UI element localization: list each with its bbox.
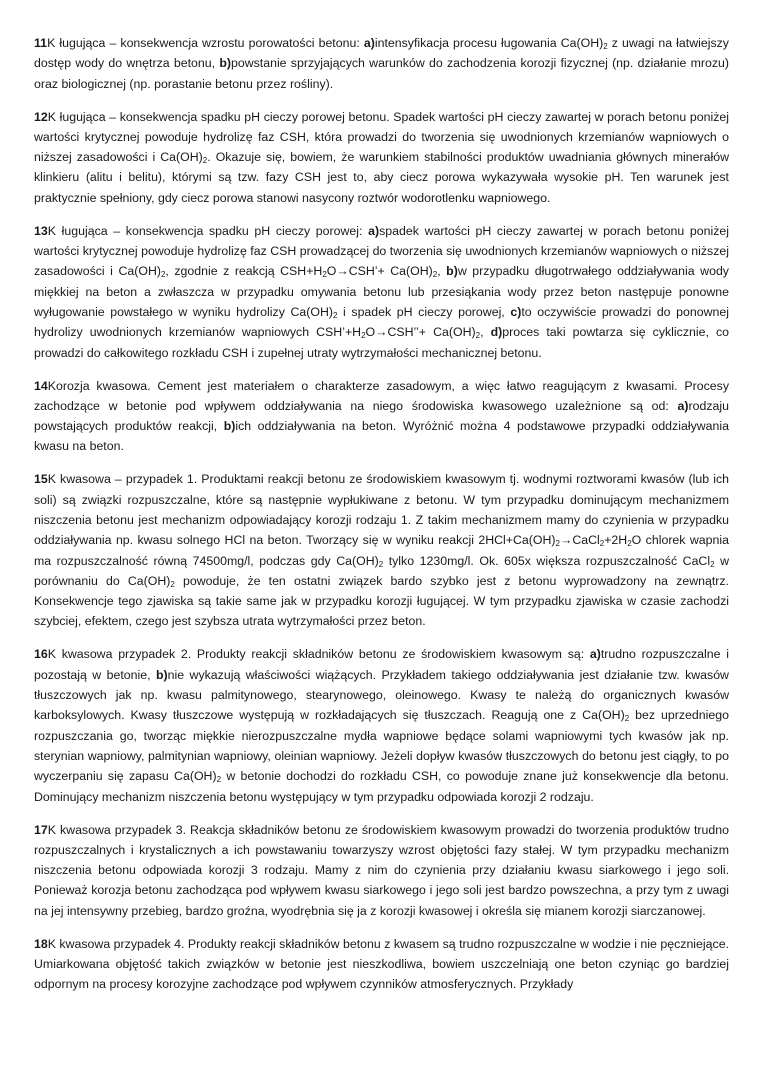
text-run: O chlorek wapnia ma rozpuszczalność równą 74500mg/l, podczas gdy Ca(OH) [34, 533, 729, 568]
subscript: 2 [202, 156, 208, 166]
subscript: 2 [555, 539, 560, 549]
text-run: proces taki powtarza się cyklicznie, co prowadzi do całkowitego rozkładu CSH i zupełnej utraty wytrzymałości mechanicznej betonu. [34, 325, 730, 360]
text-run: K ługująca – konsekwencja wzrostu porowatości betonu: [47, 36, 364, 50]
list-marker: b) [446, 264, 458, 279]
paragraph-16 [34, 644, 729, 806]
list-marker: c) [510, 304, 522, 319]
text-run: w porównaniu do Ca(OH) [34, 553, 729, 588]
text-run: powoduje, że ten ostatni związek bardo szybko jest z betonu wyprowadzony na zewnątrz. Konsekwencje tego zjawiska są takie same jak w przypadku korozji ługującej. W tym przypadku zjawiska w czasie zachodzi szybciej, efektem, czego jest szybsza utrata wytrzymałości przez beton. [34, 573, 729, 629]
list-marker: a) [368, 223, 380, 238]
text-run: K kwasowa przypadek 4. Produkty reakcji składników betonu z kwasem są trudno rozpuszczalne w wodzie i nie pęczniejące. Umiarkowana objętość takich związków w betonie jest nieszkodliwa, bowiem uszczelniają one beton czyniąc go bardziej odpornym na procesy korozyjne zachodzące pod wpływem czynników atmosferycznych. Przykłady [34, 936, 729, 992]
subscript: 2 [170, 579, 175, 589]
text-run: rodzaju powstających produktów reakcji, [34, 398, 729, 434]
text-run: O→CSH’’+ Ca(OH) [365, 325, 476, 340]
text-run: w przypadku długotrwałego oddziaływania wody miękkiej na beton a zwłaszcza w przypadku omywania betonu lub przesiąkania wody przez beton następuje ponowne wyługowanie powstałego w wyniku hydrolizy Ca(OH) [34, 264, 729, 319]
text-run: K ługująca – konsekwencja spadku pH cieczy porowej: [47, 223, 369, 238]
paragraph-18 [34, 934, 729, 995]
text-run: spadek wartości pH cieczy zawartej w porach betonu poniżej wartości krytycznej powoduje hydrolizę faz CSH prowadzącej do tworzenia się uwodnionych krzemianów wapniowych o niższej zasadowości i Ca(OH) [34, 223, 729, 279]
paragraph-number: 14 [34, 378, 48, 393]
subscript: 2 [603, 42, 608, 51]
paragraph-11 [34, 33, 729, 94]
text-run: , [480, 325, 491, 340]
text-run: powstanie sprzyjających warunków do zachodzenia korozji fizycznej (np. działanie mrozu) oraz biologicznej (np. porastanie betonu przez rośliny). [34, 56, 729, 91]
text-run: to oczywiście prowadzi do ponownej hydrolizy uwodnionych krzemianów wapniowych CSH’+H [34, 304, 729, 340]
text-run: , [437, 264, 447, 279]
text-run: , zgodnie z reakcją CSH+H [165, 264, 323, 279]
paragraph-12 [34, 107, 729, 208]
paragraph-number: 13 [34, 223, 48, 238]
subscript: 2 [624, 714, 630, 724]
text-run: intensyfikacja procesu ługowania Ca(OH) [374, 36, 604, 50]
text-run: Korozja kwasowa. Cement jest materiałem o charakterze zasadowym, a więc łatwo reagującym z kwasami. Procesy zachodzące w betonie pod wpływem oddziaływania na niego środowiska kwasowego uzależnione są od: [34, 378, 729, 413]
subscript: 2 [361, 331, 366, 341]
list-marker: a) [589, 647, 601, 662]
text-run: . Okazuje się, bowiem, że warunkiem stabilności produktów uwadniania głównych minerałów klinkieru (alitu i belitu), którymi są tzw. fazy CSH jest to, aby ciecz porowa wykazywała wysokie pH. Ten warunek jest praktycznie spełniony, gdy ciecz porowa stanowi nasycony roztwór wodorotlenku wapniowego. [34, 150, 729, 205]
subscript: 2 [216, 775, 222, 785]
text-run: tylko 1230mg/l. Ok. 605x większa rozpuszczalność CaCl [383, 553, 711, 568]
subscript: 2 [710, 559, 715, 569]
text-run: nie wykazują właściwości wiążących. Przykładem takiego oddziaływania jest działanie tzw. kwasów tłuszczowych jak np. kwasu palmitynowego, stearynowego, oleinowego. Kwasy te należą do organicznych kwasów karboksylowych. Kwasy tłuszczowe występują w rozkładających się tłuszczach. Reagują one z Ca(OH) [34, 667, 729, 723]
subscript: 2 [599, 539, 605, 549]
text-run: →CaCl [559, 533, 600, 548]
text-run: K kwasowa – przypadek 1. Produktami reakcji betonu ze środowiskiem kwasowym tj. wodnymi roztworami kwasów (lub ich soli) są związki rozpuszczalne, które są następnie wypłukiwane z betonu. W tym przypadku dominującym mechanizmem niszczenia betonu jest mechanizm odpowiadający korozji rodzaju 1. Z takim mechanizmem mamy do czynienia w przypadku oddziaływania np. kwasu solnego HCl na beton. Tworzący się w wyniku reakcji 2HCl+Ca(OH) [34, 472, 729, 548]
text-run: i spadek pH cieczy porowej, [337, 304, 511, 319]
text-run: K kwasowa przypadek 3. Reakcja składników betonu ze środowiskiem kwasowym prowadzi do tworzenia produktów trudno rozpuszczalnych i krystalicznych a ich powstawaniu towarzyszy wzrost objętości fazy stałej. W tym przypadku mechanizm niszczenia betonu odpowiada korozji 3 rodzaju. Mamy z nim do czynienia przy działaniu kwasu siarkowego i jego soli. Ponieważ korozja betonu zachodząca pod wpływem kwasu siarkowego i jego soli jest bardzo powszechna, a przy tym z uwagi na jej intensywny przebieg, bardzo groźna, wyodrębnia się ja z korozji kwasowej i określa się mianem korozji siarczanowej. [34, 822, 729, 918]
text-run: K kwasowa przypadek 2. Produkty reakcji składników betonu ze środowiskiem kwasowym są: [47, 647, 590, 662]
list-marker: b) [223, 419, 236, 434]
subscript: 2 [432, 270, 438, 280]
paragraph-number: 16 [34, 647, 48, 662]
paragraph-number: 15 [34, 472, 48, 487]
paragraph-14 [34, 376, 729, 457]
text-run: bez uprzedniego rozpuszczania go, tworząc miękkie nierozpuszczalne mydła wapniowe będące solami wapniowymi tych kwasów jak np. sterynian wapniowy, palmitynian wapniowy, oleinian wapniowy. Jeżeli dopływ kwasów tłuszczowych do betonu jest ciągły, to po wyczerpaniu się zapasu Ca(OH) [34, 708, 729, 784]
text-run: w betonie dochodzi do rozkładu CSH, co powoduje znane już konsekwencje dla betonu. Dominujący mechanizm niszczenia betonu występujący w tym przypadku odpowiada korozji 2 rodzaju. [34, 769, 729, 804]
paragraph-13 [34, 221, 729, 363]
list-marker: b) [155, 667, 168, 682]
paragraph-number: 18 [34, 936, 48, 951]
subscript: 2 [160, 270, 166, 280]
subscript: 2 [333, 310, 338, 320]
text-run: +2H [604, 533, 628, 548]
subscript: 2 [627, 539, 632, 549]
paragraph-number: 17 [34, 822, 48, 837]
paragraph-17 [34, 820, 729, 921]
paragraph-15 [34, 469, 729, 631]
subscript: 2 [378, 559, 384, 569]
list-marker: a) [363, 36, 375, 50]
text-run: ich oddziaływania na beton. Wyróżnić można 4 podstawowe przypadki oddziaływania kwasu na beton. [34, 419, 729, 454]
list-marker: b) [219, 56, 231, 71]
text-run: O→CSH’+ Ca(OH) [326, 264, 433, 279]
text-run: K ługująca – konsekwencja spadku pH cieczy porowej betonu. Spadek wartości pH cieczy zawartej w porach betonu poniżej wartości krytycznej powoduje hydrolizę faz CSH, która prowadzi do tworzenia się uwodnionych krzemianów wapniowych o niższej zasadowości i Ca(OH) [34, 109, 729, 165]
list-marker: a) [677, 398, 689, 413]
text-run: trudno rozpuszczalne i pozostają w betonie, [34, 647, 729, 682]
subscript: 2 [322, 270, 327, 280]
list-marker: d) [490, 325, 503, 340]
subscript: 2 [475, 331, 481, 341]
paragraph-number: 12 [34, 109, 48, 124]
text-run: z uwagi na łatwiejszy dostęp wody do wnętrza betonu, [34, 36, 729, 71]
paragraph-number: 11 [34, 36, 48, 50]
document-page [34, 33, 729, 1007]
